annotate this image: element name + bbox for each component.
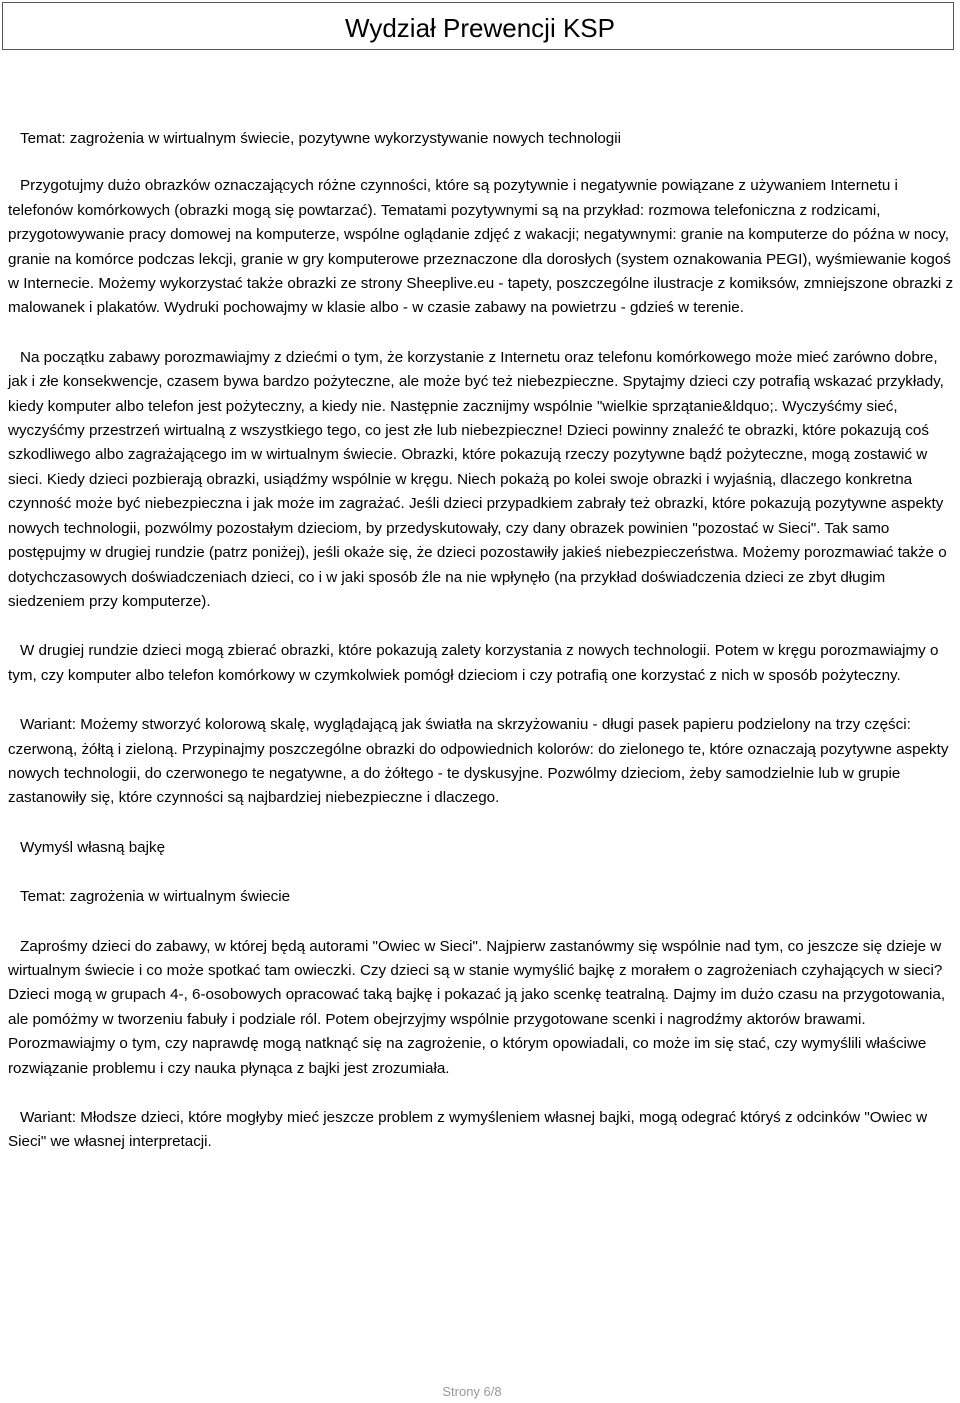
page-header	[2, 2, 954, 50]
paragraph-fairy-tale: Zaprośmy dzieci do zabawy, w której będą autorami "Owiec w Sieci". Najpierw zastanówmy się wspólnie nad tym, co jeszcze się dzieje w wirtualnym świecie i co może spotkać tam owieczki. Czy dzieci są w stanie wymyślić bajkę z morałem o zagrożeniach czyhających w sieci? Dzieci mogą w grupach 4-, 6-osobowych opracować taką bajkę i pokazać ją jako scenkę teatralną. Dajmy im dużo czasu na przygotowania, ale pomóżmy w tworzeniu fabuły i podziale ról. Potem obejrzyjmy wspólnie przygotowane scenki i nagrodźmy aktorów brawami. Porozmawiajmy o tym, czy naprawdę mogą natknąć się na zagrożenie, o którym opowiadali, co może im się stać, czy wymyślili właściwe rozwiązanie problemu i czy nauka płynąca z bajki jest zrozumiała.	[8, 937, 946, 1077]
document-body	[8, 127, 954, 1155]
page-title: Wydział Prewencji KSP	[345, 12, 615, 43]
page-number: Strony 6/8	[442, 1384, 502, 1399]
paragraph-preparation: Przygotujmy dużo obrazków oznaczających różne czynności, które są pozytywnie i negatywnie powiązane z używaniem Internetu i telefonów komórkowych (obrazki mogą się powtarzać). Tematami pozytywnymi są na przykład: rozmowa telefoniczna z rodzicami, przygotowywanie pracy domowej na komputerze, wspólne oglądanie zdjęć z wakacji; negatywnymi: granie na komputerze do późna w nocy, granie na komórce podczas lekcji, granie w gry komputerowe przeznaczone dla dorosłych (system oznakowania PEGI), wyśmiewanie kogoś w Internecie. Możemy wykorzystać także obrazki ze strony Sheeplive.eu - tapety, poszczególne ilustracje z komiksów, zmniejszone obrazki z malowanek i plakatów. Wydruki pochowajmy w klasie albo - w czasie zabawy na powietrzu - gdzieś w terenie.	[8, 177, 954, 317]
paragraph-game-start: Na początku zabawy porozmawiajmy z dziećmi o tym, że korzystanie z Internetu oraz telefonu komórkowego może mieć zarówno dobre, jak i złe konsekwencje, czasem bywa bardzo pożyteczne, ale może być też niebezpieczne. Spytajmy dzieci czy potrafią wskazać przykłady, kiedy komputer albo telefon jest pożyteczny, a kiedy nie. Następnie zacznijmy wspólnie "wielkie sprzątanie&ldquo;. Wyczyśćmy sieć, wyczyśćmy przestrzeń wirtualną z wszystkiego tego, co jest złe lub niebezpieczne! Dzieci powinny znaleźć te obrazki, które pokazują coś szkodliwego albo zagrażającego im w wirtualnym świecie. Obrazki, które pokazują rzeczy pozytywne bądź pożyteczne, mogą zostawić w sieci. Kiedy dzieci pozbierają obrazki, usiądźmy wspólnie w kręgu. Niech pokażą po kolei swoje obrazki i wyjaśnią, dlaczego konkretna czynność może być niebezpieczna i jak może im zagrażać. Jeśli dzieci przypadkiem zabrały też obrazki, które pokazują pozytywne aspekty nowych technologii, pozwólmy pozostałym dzieciom, by przedyskutowały, czy dany obrazek powinien "pozostać w Sieci". Tak samo postępujmy w drugiej rundzie (patrz poniżej), jeśli okaże się, że dzieci pozostawiły jakieś niebezpieczeństwa. Możemy porozmawiać także o dotychczasowych doświadczeniach dzieci, co i w jaki sposób źle na nie wpłynęło (na przykład doświadczenia dzieci ze zbyt długim siedzeniem przy komputerze).	[8, 348, 947, 610]
paragraph-second-round: W drugiej rundzie dzieci mogą zbierać obrazki, które pokazują zalety korzystania z nowych technologii. Potem w kręgu porozmawiajmy o tym, czy komputer albo telefon komórkowy w czymkolwiek pomógł dzieciom i czy potrafią one korzystać z nich w sposób pożyteczny.	[8, 642, 939, 684]
paragraph-variant-younger: Wariant: Młodsze dzieci, które mogłyby mieć jeszcze problem z wymyśleniem własnej bajki, mogą odegrać któryś z odcinków "Owiec w Sieci" we własnej interpretacji.	[8, 1109, 928, 1151]
section-heading-fairy-tale: Wymyśl własną bajkę	[20, 838, 166, 856]
topic-heading: Temat: zagrożenia w wirtualnym świecie, pozytywne wykorzystywanie nowych technologii	[20, 130, 621, 147]
paragraph-variant-scale: Wariant: Możemy stworzyć kolorową skalę, wyglądającą jak światła na skrzyżowaniu - długi pasek papieru podzielony na trzy części: czerwoną, żółtą i zieloną. Przypinajmy poszczególne obrazki do odpowiednich kolorów: do zielonego te, które oznaczają pozytywne aspekty nowych technologii, do czerwonego te negatywne, a do żółtego - te dyskusyjne. Pozwólmy dzieciom, żeby samodzielnie lub w grupie zastanowiły się, które czynności są najbardziej niebezpieczne i dlaczego.	[8, 716, 949, 807]
topic-heading-2: Temat: zagrożenia w wirtualnym świecie	[20, 888, 291, 906]
